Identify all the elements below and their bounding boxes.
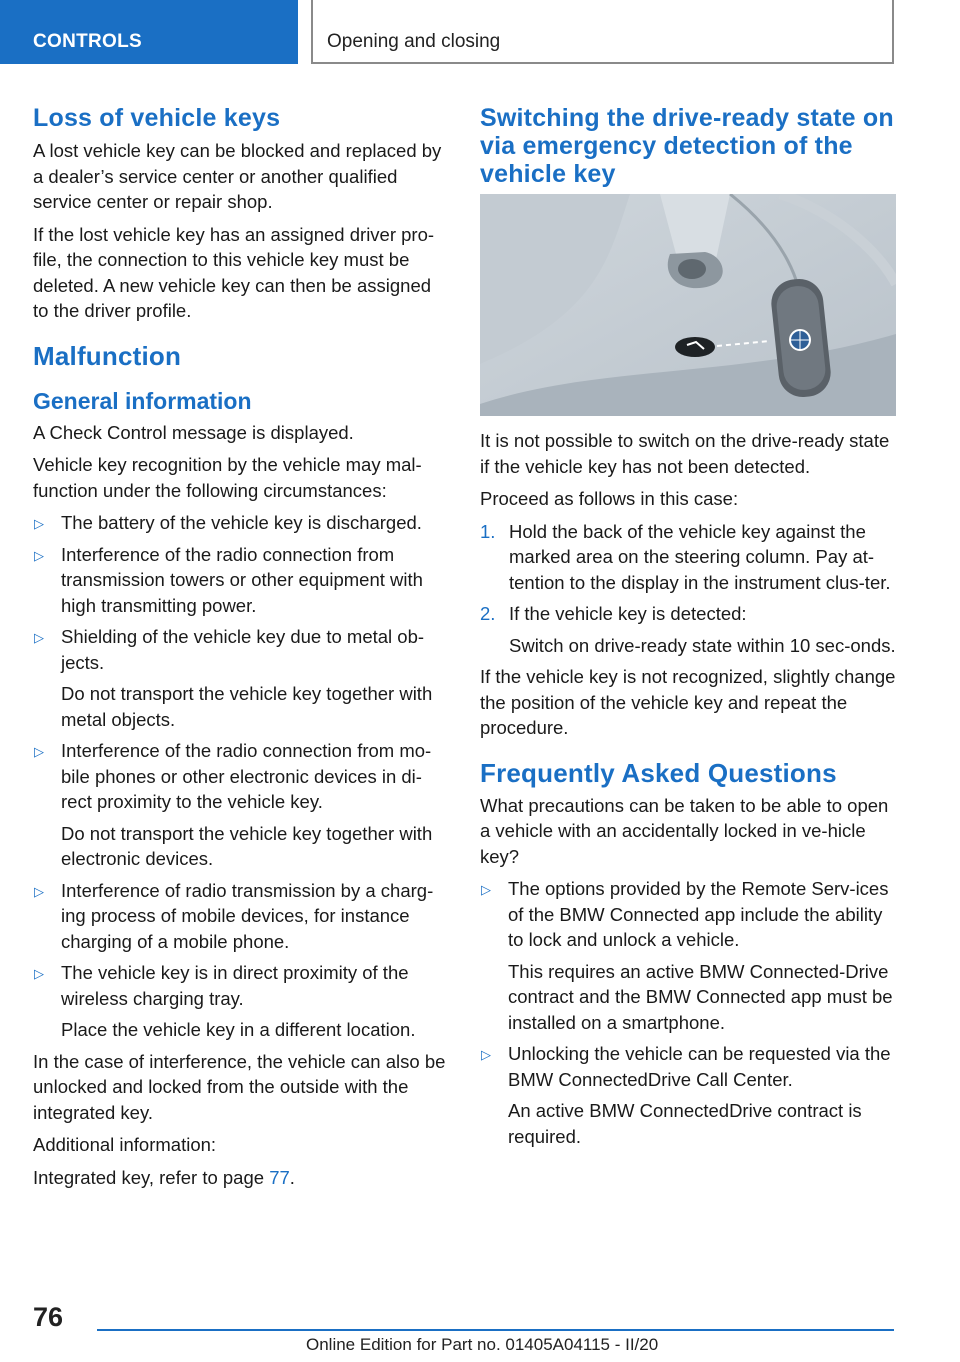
step-text: If the vehicle key is detected:	[509, 603, 747, 624]
list-item-text: The options provided by the Remote Serv-ices of the BMW Connected app include the ability to lock and unlock a vehicle.	[508, 878, 889, 950]
heading-loss-of-keys: Loss of vehicle keys	[33, 104, 281, 132]
malfunction-list	[33, 510, 451, 1043]
list-item-text: Shielding of the vehicle key due to metal ob-jects.	[61, 626, 425, 673]
chapter-title: Opening and closing	[327, 31, 501, 52]
list-item	[33, 624, 451, 732]
page-reference	[33, 1165, 451, 1191]
edition-note: Online Edition for Part no. 01405A04115 - II/20	[306, 1335, 659, 1354]
right-column	[480, 100, 896, 1155]
triangle-right-icon: ▷	[34, 547, 44, 563]
step-text: Hold the back of the vehicle key against the marked area on the steering column. Pay at-tention to the display in the instrument clus-ter.	[509, 520, 891, 593]
footer-divider	[97, 1329, 894, 1331]
paragraph: A Check Control message is displayed.	[33, 421, 354, 443]
paragraph: Proceed as follows in this case:	[480, 488, 739, 509]
list-item-note: This requires an active BMW Connected-Drive contract and the BMW Connected app must be installed on a smartphone.	[508, 960, 893, 1033]
triangle-right-icon: ▷	[34, 744, 44, 759]
list-item-note: Do not transport the vehicle key together with metal objects.	[61, 683, 433, 730]
list-item	[480, 1041, 896, 1149]
list-item	[33, 510, 451, 536]
triangle-right-icon: ▷	[34, 630, 44, 645]
triangle-right-icon: ▷	[34, 966, 44, 981]
triangle-right-icon: ▷	[34, 516, 44, 531]
paragraph: In the case of interference, the vehicle can also be unlocked and locked from the outside with the integrated key.	[33, 1050, 446, 1123]
section-tab	[0, 0, 298, 64]
step-item	[480, 519, 896, 596]
list-item	[33, 960, 451, 1043]
heading-emergency-detection: Switching the drive-ready state on via emergency detection of the vehicle key	[480, 104, 894, 188]
list-item	[480, 876, 896, 1035]
paragraph: Additional information:	[33, 1134, 217, 1155]
list-item-text: The vehicle key is in direct proximity of the wireless charging tray.	[61, 962, 409, 1009]
page-link[interactable]: 77	[269, 1166, 290, 1188]
list-item-text: Unlocking the vehicle can be requested via the BMW ConnectedDrive Call Center.	[508, 1043, 891, 1090]
page-number: 76	[33, 1302, 64, 1332]
heading-faq: Frequently Asked Questions	[480, 757, 837, 788]
list-item-text: Interference of radio transmission by a charg-ing process of mobile devices, for instance charging of a mobile phone.	[61, 879, 434, 952]
step-item	[480, 601, 896, 658]
list-item	[33, 738, 451, 872]
chapter-tab	[311, 0, 894, 64]
step-number: 2.	[480, 603, 496, 624]
step-number: 1.	[480, 520, 496, 542]
list-item-text: The battery of the vehicle key is discharged.	[61, 512, 422, 533]
paragraph: Vehicle key recognition by the vehicle may mal-function under the following circumstances:	[33, 454, 422, 501]
paragraph: A lost vehicle key can be blocked and replaced by a dealer’s service center or another qualified service center or repair shop.	[33, 140, 442, 212]
triangle-right-icon: ▷	[481, 1047, 491, 1062]
list-item-note: An active BMW ConnectedDrive contract is required.	[508, 1100, 862, 1147]
section-title: CONTROLS	[33, 31, 143, 52]
steering-column-key-illustration	[480, 194, 896, 416]
paragraph: It is not possible to switch on the drive-ready state if the vehicle key has not been detected.	[480, 430, 890, 477]
paragraph: What precautions can be taken to be able to open a vehicle with an accidentally locked in ve-hicle key?	[480, 794, 889, 867]
list-item-text: Interference of the radio connection from mo-bile phones or other electronic devices in di-rect proximity to the vehicle key.	[61, 740, 432, 812]
step-note: Switch on drive-ready state within 10 sec-onds.	[509, 634, 896, 656]
list-item	[33, 878, 451, 955]
reference-text: Integrated key, refer to page	[33, 1166, 270, 1188]
paragraph: If the lost vehicle key has an assigned driver pro-file, the connection to this vehicle key must be deleted. A new vehicle key can then be assigned to the driver profile.	[33, 223, 435, 321]
list-item	[33, 542, 451, 619]
list-item-note: Do not transport the vehicle key together with electronic devices.	[61, 822, 433, 869]
faq-list	[480, 876, 896, 1149]
list-item-note: Place the vehicle key in a different location.	[61, 1019, 416, 1040]
list-item-text: Interference of the radio connection from transmission towers or other equipment with high transmitting power.	[61, 543, 423, 616]
reference-suffix: .	[289, 1166, 295, 1188]
paragraph: If the vehicle key is not recognized, slightly change the position of the vehicle key and repeat the procedure.	[480, 666, 896, 738]
left-column	[33, 100, 451, 1197]
heading-general-information: General information	[33, 387, 252, 414]
triangle-right-icon: ▷	[481, 882, 491, 897]
triangle-right-icon: ▷	[34, 883, 44, 899]
heading-malfunction: Malfunction	[33, 340, 182, 371]
procedure-steps	[480, 519, 896, 659]
